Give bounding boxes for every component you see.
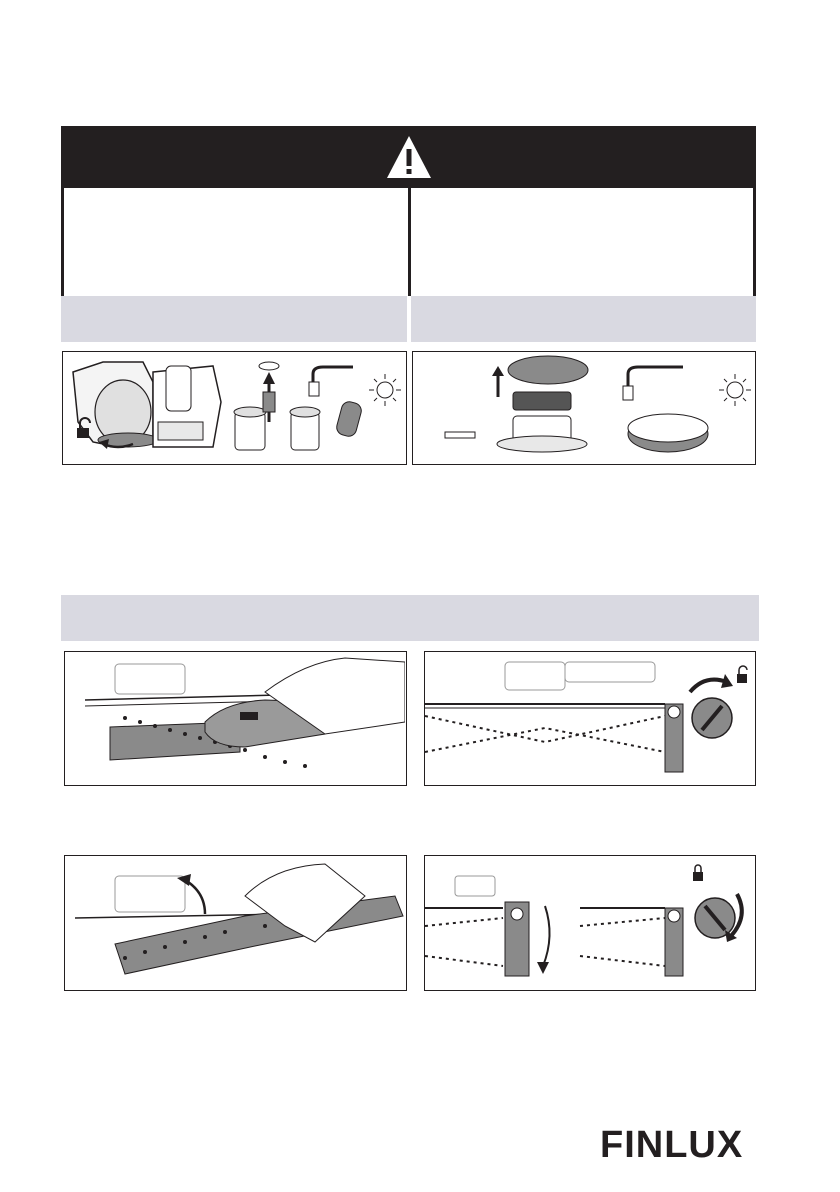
warning-text-left [61, 188, 411, 296]
warning-text-right [408, 188, 756, 296]
dial-unlock-icon [690, 666, 747, 738]
filter-left-label-bar [61, 296, 407, 342]
unlock-icon [77, 428, 89, 438]
finlux-logo: FINLUX [600, 1124, 744, 1166]
brushroll-step-4-illustration [424, 855, 756, 991]
motor-filter-illustration [412, 351, 756, 465]
dust-cup-filter-illustration [62, 351, 407, 465]
warning-triangle-icon [385, 134, 433, 180]
brushroll-step-2-illustration [424, 651, 756, 786]
filter-right-label-bar [411, 296, 756, 342]
brushroll-label-bar [61, 595, 759, 641]
dial-lock-icon [693, 865, 742, 942]
warning-header [61, 126, 756, 188]
brushroll-step-3-illustration [64, 855, 407, 991]
brushroll-step-1-illustration [64, 651, 407, 786]
